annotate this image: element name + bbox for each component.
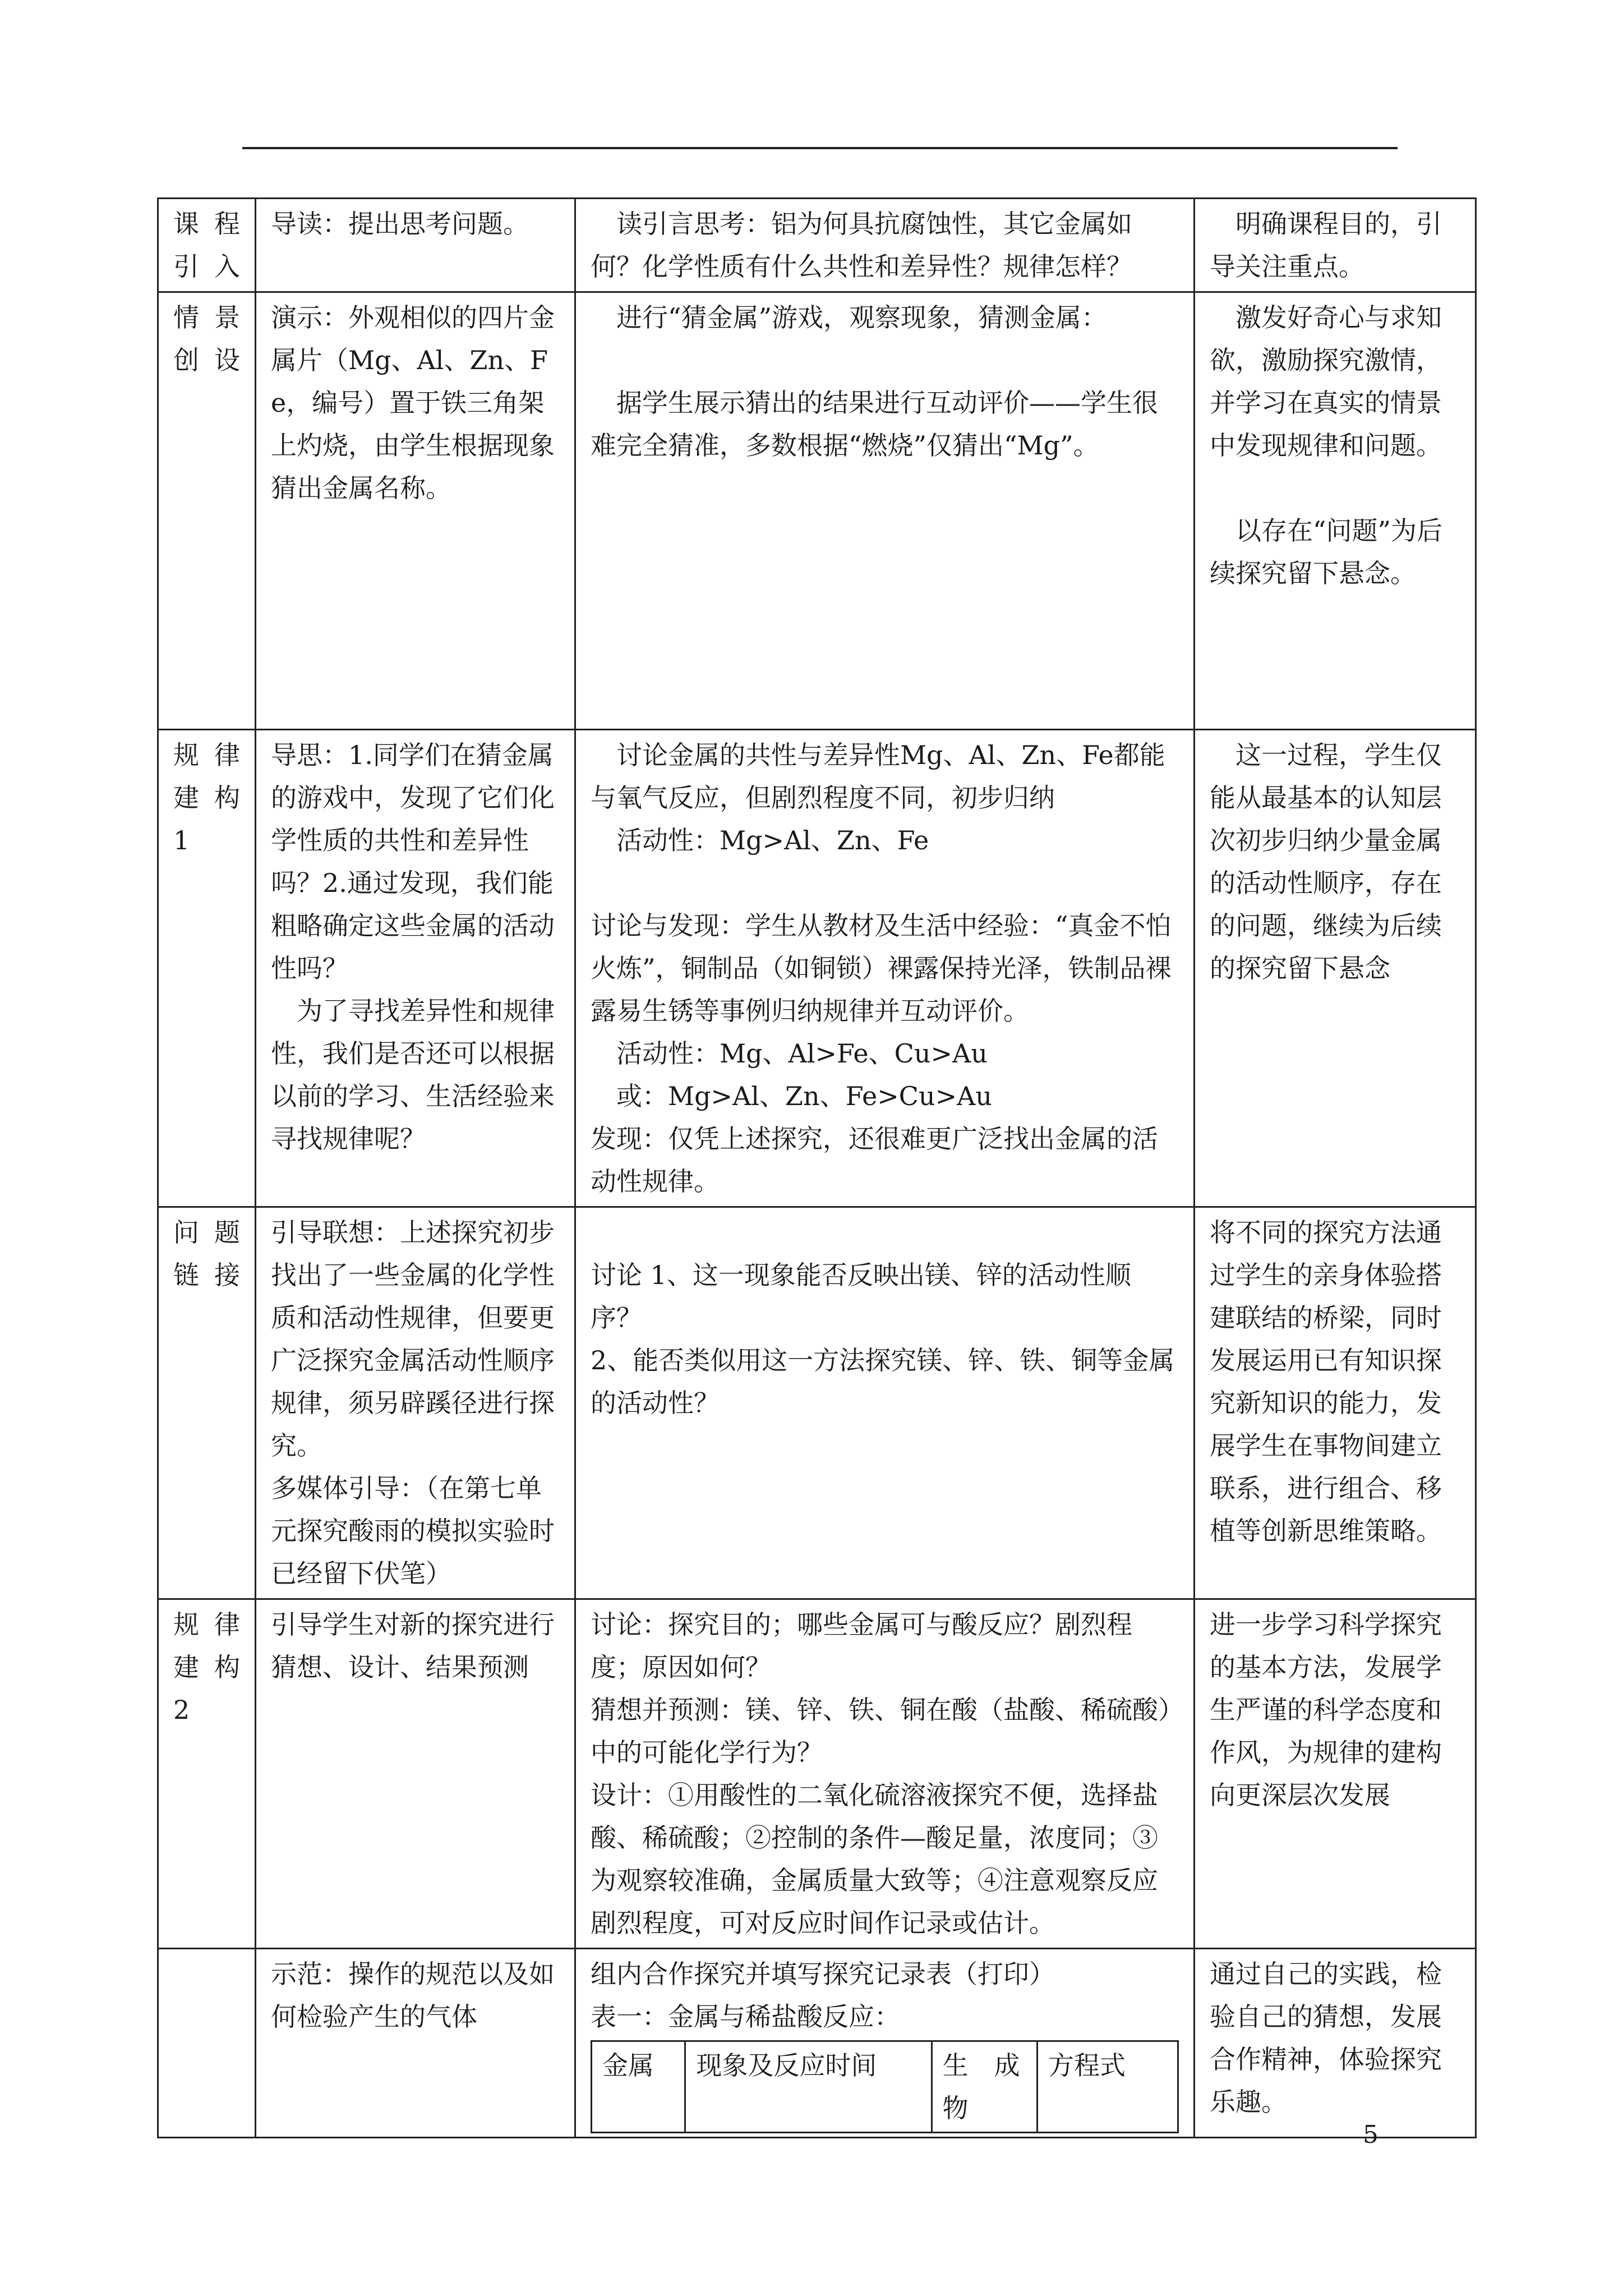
student-activity-cell: 读引言思考：铝为何具抗腐蚀性，其它金属如何？化学性质有什么共性和差异性？规律怎样？ [575,199,1195,292]
design-purpose-cell: 进一步学习科学探究的基本方法，发展学生严谨的科学态度和作风，为规律的建构向更深层次发展 [1195,1599,1476,1949]
teacher-activity-cell: 示范：操作的规范以及如何检验产生的气体 [256,1949,575,2138]
design-purpose-cell: 激发好奇心与求知欲，激励探究激情，并学习在真实的情景中发现规律和问题。 以存在“问题”为后续探究留下悬念。 [1195,292,1476,730]
inquiry-record-table [591,2040,1179,2133]
record-table-header-row [592,2041,1178,2133]
record-header-product: 生 成物 [932,2041,1037,2133]
stage-cell: 问题链接 [158,1207,256,1599]
stage-cell: 情景创设 [158,292,256,730]
design-purpose-cell: 这一过程，学生仅能从最基本的认知层次初步归纳少量金属的活动性顺序，存在的问题，继续为后续的探究留下悬念 [1195,730,1476,1207]
lesson-plan-table [157,197,1477,2138]
design-purpose-cell: 通过自己的实践，检验自己的猜想，发展合作精神，体验探究乐趣。 [1195,1949,1476,2138]
lesson-row-demonstration [158,1949,1476,2138]
stage-cell [158,1949,256,2138]
teacher-activity-cell: 演示：外观相似的四片金属片（Mg、Al、Zn、Fe，编号）置于铁三角架上灼烧，由学生根据现象猜出金属名称。 [256,292,575,730]
record-header-phenomenon: 现象及反应时间 [685,2041,932,2133]
teacher-activity-cell: 引导联想：上述探究初步找出了一些金属的化学性质和活动性规律，但要更广泛探究金属活动性顺序规律，须另辟蹊径进行探究。 多媒体引导：（在第七单元探究酸雨的模拟实验时已经留下伏笔） [256,1207,575,1599]
lesson-row-course-intro [158,199,1476,292]
lesson-row-problem-link [158,1207,1476,1599]
header-rule [242,147,1398,149]
stage-cell: 规律建构1 [158,730,256,1207]
page-number: 5 [1363,2120,1378,2149]
design-purpose-cell: 明确课程目的，引导关注重点。 [1195,199,1476,292]
lesson-row-rule-building-2 [158,1599,1476,1949]
stage-cell: 课程引入 [158,199,256,292]
teacher-activity-cell: 导读：提出思考问题。 [256,199,575,292]
record-header-equation: 方程式 [1037,2041,1178,2133]
student-activity-cell: 组内合作探究并填写探究记录表（打印） 表一：金属与稀盐酸反应： 金属 现象及反应时间 生 成物 方程式 [575,1949,1195,2138]
student-activity-cell: 讨论：探究目的；哪些金属可与酸反应？剧烈程度；原因如何？ 猜想并预测：镁、锌、铁、铜在酸（盐酸、稀硫酸）中的可能化学行为？ 设计：①用酸性的二氧化硫溶液探究不便，选择盐酸、稀硫酸；②控制的条件—酸足量，浓度同；③为观察较准确，金属质量大致等；④注意观察反应剧烈程度，可对反应时间作记录或估计。 [575,1599,1195,1949]
teacher-activity-cell: 导思：1.同学们在猜金属的游戏中，发现了它们化学性质的共性和差异性吗？2.通过发现，我们能粗略确定这些金属的活动性吗？ 为了寻找差异性和规律性，我们是否还可以根据以前的学习、生活经验来寻找规律呢？ [256,730,575,1207]
lesson-row-rule-building-1 [158,730,1476,1207]
lesson-row-scenario [158,292,1476,730]
teacher-activity-cell: 引导学生对新的探究进行猜想、设计、结果预测 [256,1599,575,1949]
student-activity-cell: 讨论 1、这一现象能否反映出镁、锌的活动性顺序？ 2、能否类似用这一方法探究镁、锌、铁、铜等金属的活动性？ [575,1207,1195,1599]
student-activity-cell: 进行“猜金属”游戏，观察现象，猜测金属： 据学生展示猜出的结果进行互动评价——学生很难完全猜准，多数根据“燃烧”仅猜出“Mg”。 [575,292,1195,730]
stage-cell: 规律建构2 [158,1599,256,1949]
record-header-metal: 金属 [592,2041,685,2133]
student-activity-cell: 讨论金属的共性与差异性Mg、Al、Zn、Fe都能与氧气反应，但剧烈程度不同，初步归纳 活动性：Mg>Al、Zn、Fe 讨论与发现：学生从教材及生活中经验：“真金不怕火炼”，铜制品（如铜锁）裸露保持光泽，铁制品裸露易生锈等事例归纳规律并互动评价。 活动性：Mg、Al>Fe、Cu>Au 或：Mg>Al、Zn、Fe>Cu>Au 发现：仅凭上述探究，还很难更广泛找出金属的活动性规律。 [575,730,1195,1207]
design-purpose-cell: 将不同的探究方法通过学生的亲身体验搭建联结的桥梁，同时发展运用已有知识探究新知识的能力，发展学生在事物间建立联系，进行组合、移植等创新思维策略。 [1195,1207,1476,1599]
